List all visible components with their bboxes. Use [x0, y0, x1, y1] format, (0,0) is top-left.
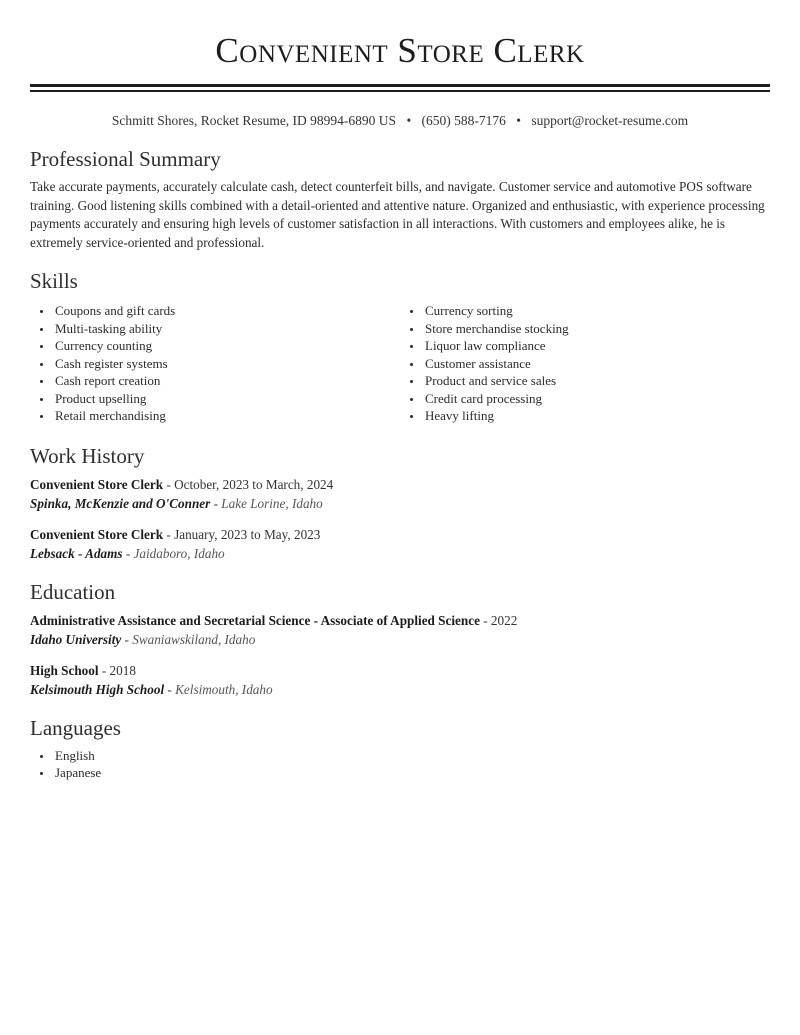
entry-organization: Lebsack - Adams — [30, 545, 123, 561]
skills-list-left — [30, 302, 400, 425]
skill-item: • Multi-tasking ability — [53, 320, 400, 338]
education-list — [30, 611, 770, 699]
entry-organization: Spinka, McKenzie and O'Conner — [30, 495, 211, 511]
entry-separator: - — [483, 612, 488, 628]
entry-separator: - — [166, 526, 171, 542]
section-skills — [30, 268, 770, 425]
entry-title: Convenient Store Clerk — [30, 476, 164, 492]
entry-dates: 2022 — [490, 612, 518, 628]
entry-org-line — [30, 494, 770, 513]
skill-item: • Customer assistance — [423, 355, 770, 373]
skills-list-right — [400, 302, 770, 425]
entry-separator: - — [101, 662, 107, 678]
entry-title-line — [30, 475, 770, 494]
header-divider — [30, 84, 770, 92]
section-education — [30, 579, 770, 699]
entry-title-line — [30, 611, 770, 630]
contact-separator: • — [516, 113, 522, 128]
language-item: • English — [53, 747, 770, 765]
skill-item: • Retail merchandising — [53, 407, 400, 425]
section-heading-summary: Professional Summary — [30, 147, 221, 171]
entry-dates: January, 2023 to May, 2023 — [174, 526, 321, 542]
entry-org-line — [30, 544, 770, 563]
entry-location: Jaidaboro, Idaho — [133, 545, 225, 561]
entry — [30, 661, 770, 699]
contact-info — [30, 112, 770, 130]
section-heading-work-history: Work History — [30, 443, 145, 468]
contact-separator: • — [406, 113, 412, 128]
skills-column-right — [400, 300, 770, 425]
skill-item: • Product upselling — [53, 390, 400, 408]
entry-separator: - — [125, 545, 131, 561]
entry-title-line — [30, 661, 770, 680]
entry-location: Swaniawskiland, Idaho — [132, 631, 256, 647]
entry-separator: - — [166, 476, 171, 492]
entry-separator: - — [167, 681, 172, 697]
work-history-list — [30, 475, 770, 563]
summary-text: Take accurate payments, accurately calculate cash, detect counterfeit bills, and navigate. Customer service and automotive POS software training. Good listening skills combined with a detail-oriented and attentive nature. Organized and enthusiastic, with experience processing payments accurately and ensuring high levels of customer satisfaction in all interactions. With customers and employees alike, he is extremely service-oriented and professional. — [30, 179, 765, 250]
entry-organization: Idaho University — [30, 631, 122, 647]
language-item: • Japanese — [53, 764, 770, 782]
skill-item: • Liquor law compliance — [423, 337, 770, 355]
entry-org-line — [30, 680, 770, 699]
skill-item: • Credit card processing — [423, 390, 770, 408]
section-heading-languages: Languages — [30, 715, 121, 740]
section-work-history — [30, 443, 770, 563]
entry-org-line — [30, 630, 770, 649]
entry-dates: October, 2023 to March, 2024 — [174, 476, 334, 492]
section-languages — [30, 715, 770, 782]
entry-organization: Kelsimouth High School — [30, 681, 165, 697]
entry — [30, 611, 770, 649]
skill-item: • Currency sorting — [423, 302, 770, 320]
entry-dates: 2018 — [109, 662, 136, 678]
entry-title-line — [30, 525, 770, 544]
skill-item: • Product and service sales — [423, 372, 770, 390]
section-heading-skills: Skills — [30, 269, 78, 294]
entry-title: Administrative Assistance and Secretarial Science - Associate of Applied Science — [30, 612, 480, 628]
skills-column-left — [30, 300, 400, 425]
entry-title: High School — [30, 662, 99, 678]
entry — [30, 475, 770, 513]
entry-location: Lake Lorine, Idaho — [221, 495, 323, 511]
contact-email[interactable]: support@rocket-resume.com — [531, 113, 689, 128]
skill-item: • Cash register systems — [53, 355, 400, 373]
resume-header — [30, 0, 770, 130]
section-heading-education: Education — [30, 579, 116, 604]
skill-item: • Store merchandise stocking — [423, 320, 770, 338]
section-professional-summary — [30, 146, 770, 252]
skill-item: • Cash report creation — [53, 372, 400, 390]
entry-location: Kelsimouth, Idaho — [175, 681, 273, 697]
skill-item: • Coupons and gift cards — [53, 302, 400, 320]
entry — [30, 525, 770, 563]
entry-title: Convenient Store Clerk — [30, 526, 164, 542]
skills-columns — [30, 300, 770, 425]
languages-list — [30, 747, 770, 782]
entry-separator: - — [213, 495, 218, 511]
page-title: Convenient Store Clerk — [215, 31, 585, 70]
divider-rule-bottom — [30, 90, 770, 92]
skill-item: • Currency counting — [53, 337, 400, 355]
skill-item: • Heavy lifting — [423, 407, 770, 425]
contact-address: Schmitt Shores, Rocket Resume, ID 98994-6890 US — [111, 113, 397, 128]
contact-phone[interactable]: (650) 588-7176 — [421, 113, 506, 128]
entry-separator: - — [124, 631, 129, 647]
